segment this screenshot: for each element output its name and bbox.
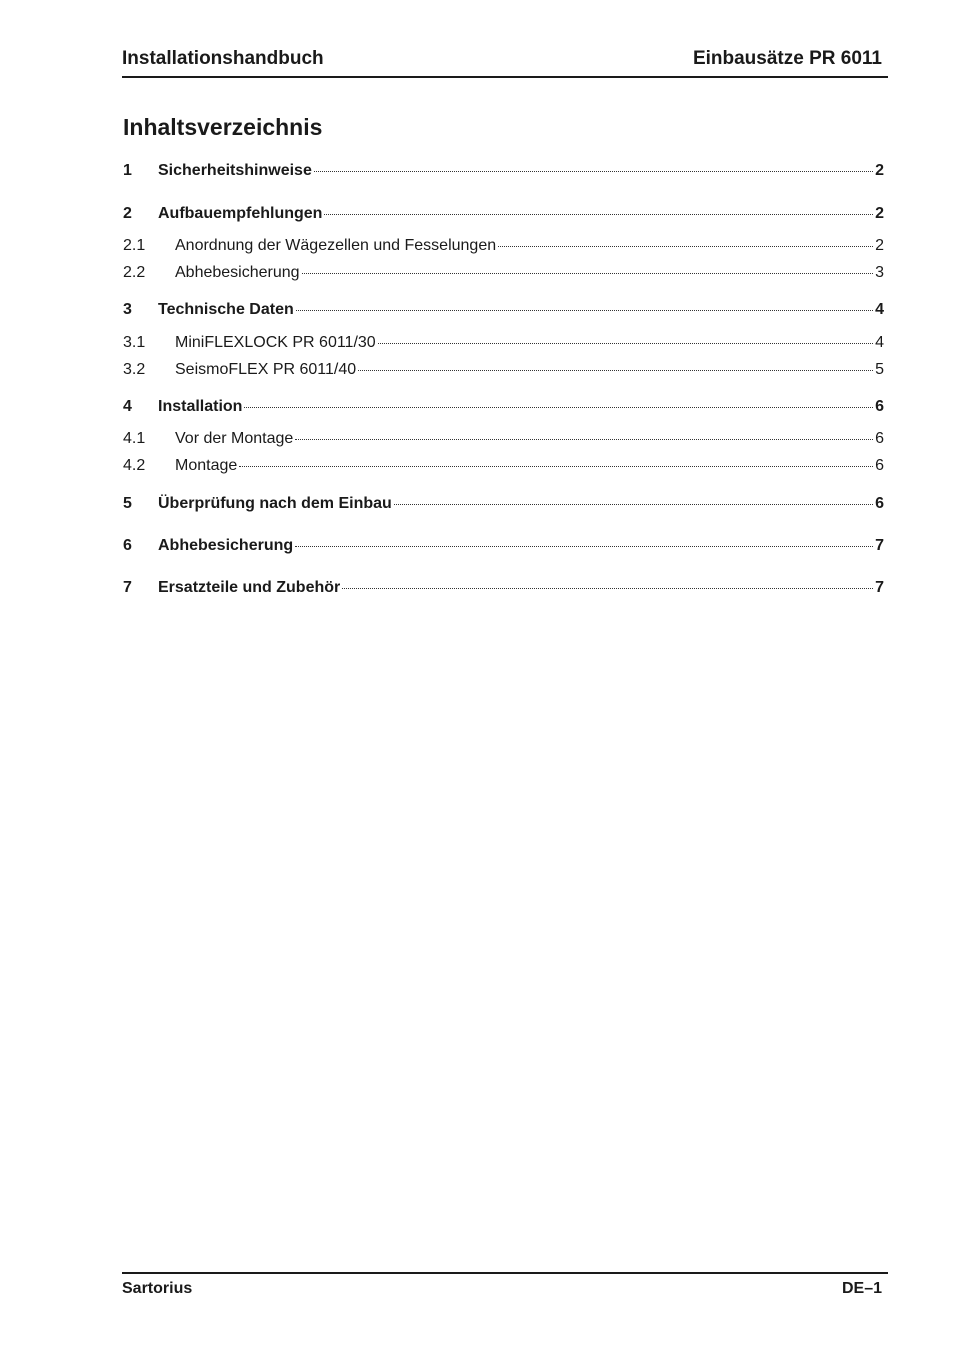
dot-leader bbox=[239, 466, 873, 467]
dot-leader bbox=[342, 588, 873, 589]
toc-entry-title: Abhebesicherung bbox=[158, 537, 294, 554]
toc-entry-title: Ersatzteile und Zubehör bbox=[158, 579, 341, 596]
toc-entry-title: MiniFLEXLOCK PR 6011/30 bbox=[175, 334, 376, 351]
toc-entry[interactable] bbox=[123, 206, 884, 222]
toc-entry[interactable] bbox=[123, 538, 884, 554]
toc-entry-number: 6 bbox=[123, 537, 132, 554]
toc-entry[interactable] bbox=[123, 399, 884, 415]
toc-entry-number: 4.1 bbox=[123, 430, 146, 447]
footer-page-number: DE–1 bbox=[841, 1280, 882, 1297]
toc-entry-page: 2 bbox=[875, 237, 884, 254]
header-product-title: Einbausätze PR 6011 bbox=[692, 48, 882, 69]
toc-entry-page: 3 bbox=[875, 264, 884, 281]
toc-entry-number: 2 bbox=[123, 205, 132, 222]
toc-entry-title: Sicherheitshinweise bbox=[158, 162, 312, 179]
toc-entry-number: 5 bbox=[123, 495, 132, 512]
toc-entry[interactable] bbox=[123, 238, 884, 254]
toc-entry-title: Installation bbox=[158, 398, 243, 415]
dot-leader bbox=[296, 310, 873, 311]
toc-entry-page: 7 bbox=[875, 537, 884, 554]
toc-entry-page: 6 bbox=[875, 430, 884, 447]
toc-entry-page: 5 bbox=[875, 361, 884, 378]
toc-entry-page: 2 bbox=[875, 205, 884, 222]
toc-entry-page: 2 bbox=[875, 162, 884, 179]
page-footer bbox=[122, 1272, 888, 1298]
toc-entry[interactable] bbox=[123, 362, 884, 378]
page-header bbox=[122, 46, 888, 78]
toc-entry[interactable] bbox=[123, 458, 884, 474]
dot-leader bbox=[244, 407, 873, 408]
toc-entry-page: 6 bbox=[875, 495, 884, 512]
dot-leader bbox=[358, 370, 873, 371]
toc-entry-number: 1 bbox=[123, 162, 132, 179]
footer-company: Sartorius bbox=[122, 1280, 193, 1297]
toc-entry[interactable] bbox=[123, 496, 884, 512]
dot-leader bbox=[295, 546, 873, 547]
toc-entry-page: 7 bbox=[875, 579, 884, 596]
toc-entry-title: Aufbauempfehlungen bbox=[158, 205, 323, 222]
toc-entry-page: 4 bbox=[875, 301, 884, 318]
toc-entry[interactable] bbox=[123, 302, 884, 318]
toc-entry-title: Überprüfung nach dem Einbau bbox=[158, 495, 392, 512]
toc-entry-number: 4.2 bbox=[123, 457, 146, 474]
toc-entry[interactable] bbox=[123, 431, 884, 447]
toc-title: Inhaltsverzeichnis bbox=[123, 114, 323, 140]
toc-entry-number: 3.2 bbox=[123, 361, 146, 378]
dot-leader bbox=[394, 504, 873, 505]
toc-entry-title: Abhebesicherung bbox=[175, 264, 300, 281]
dot-leader bbox=[378, 343, 873, 344]
toc-entry-page: 6 bbox=[875, 457, 884, 474]
dot-leader bbox=[302, 273, 874, 274]
toc-entry[interactable] bbox=[123, 580, 884, 596]
dot-leader bbox=[314, 171, 873, 172]
toc-entry-number: 3.1 bbox=[123, 334, 146, 351]
toc-entry-title: Montage bbox=[175, 457, 238, 474]
dot-leader bbox=[498, 246, 873, 247]
toc-entry[interactable] bbox=[123, 163, 884, 179]
toc-entry-page: 4 bbox=[875, 334, 884, 351]
toc-entry[interactable] bbox=[123, 265, 884, 281]
toc-entry-title: Technische Daten bbox=[158, 301, 294, 318]
toc-entry-title: SeismoFLEX PR 6011/40 bbox=[175, 361, 357, 378]
toc-entry-number: 3 bbox=[123, 301, 132, 318]
toc-entry-number: 4 bbox=[123, 398, 132, 415]
toc-entry-number: 2.2 bbox=[123, 264, 146, 281]
toc-entry-number: 7 bbox=[123, 579, 132, 596]
dot-leader bbox=[295, 439, 873, 440]
toc-entry[interactable] bbox=[123, 335, 884, 351]
header-manual-title: Installationshandbuch bbox=[122, 48, 324, 69]
dot-leader bbox=[324, 214, 873, 215]
toc-entry-number: 2.1 bbox=[123, 237, 146, 254]
toc-entry-title: Anordnung der Wägezellen und Fesselungen bbox=[175, 237, 497, 254]
toc-entry-page: 6 bbox=[875, 398, 884, 415]
toc-entry-title: Vor der Montage bbox=[175, 430, 294, 447]
